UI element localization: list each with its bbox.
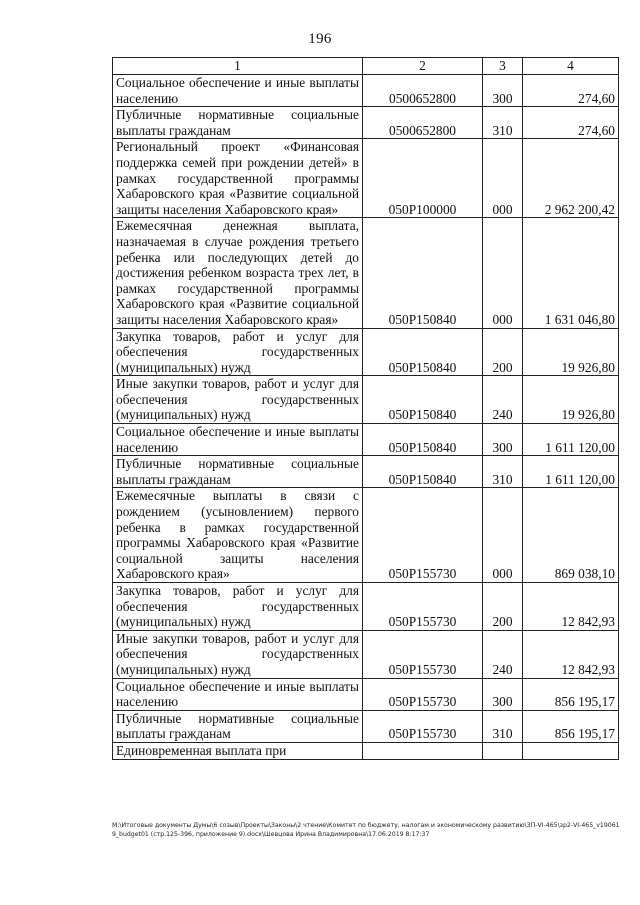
table-row <box>113 424 619 456</box>
row-name: Закупка товаров, работ и услуг для обеспечения государственных (муниципальных) нужд <box>113 328 363 376</box>
document-footer-path: M:\Итоговые документы Думы\6 созыв\Проекты\Законы\2 чтение\Комитет по бюджету, налогам и экономическому развитию\ЗП-VI-465\зр2-VI-465_v190619_budget01 (стр.125-396, приложение 9).docx\Шевцова Ирина Владимировна\17.06.2019 8:17:37 <box>112 822 620 838</box>
header-col-1: 1 <box>113 58 363 75</box>
row-type: 200 <box>483 328 523 376</box>
row-name: Публичные нормативные социальные выплаты гражданам <box>113 710 363 742</box>
row-amount: 2 962 200,42 <box>523 139 619 218</box>
row-name: Социальное обеспечение и иные выплаты населению <box>113 678 363 710</box>
row-name: Публичные нормативные социальные выплаты гражданам <box>113 107 363 139</box>
row-amount: 12 842,93 <box>523 583 619 631</box>
row-name: Социальное обеспечение и иные выплаты населению <box>113 424 363 456</box>
row-code: 050P150840 <box>363 218 483 328</box>
table-row <box>113 328 619 376</box>
row-code <box>363 742 483 759</box>
header-col-4: 4 <box>523 58 619 75</box>
row-code: 050P155730 <box>363 710 483 742</box>
row-name: Иные закупки товаров, работ и услуг для обеспечения государственных (муниципальных) нужд <box>113 630 363 678</box>
table-row <box>113 218 619 328</box>
table-row <box>113 456 619 488</box>
row-code: 050P155730 <box>363 583 483 631</box>
table-row <box>113 376 619 424</box>
row-amount: 1 611 120,00 <box>523 456 619 488</box>
row-name: Ежемесячные выплаты в связи с рождением (усыновлением) первого ребенка в рамках государственной программы Хабаровского края «Развитие социальной защиты населения Хабаровского края» <box>113 488 363 583</box>
row-name: Ежемесячная денежная выплата, назначаемая в случае рождения третьего ребенка или последующих детей до достижения ребенком возраста трех лет, в рамках государственной программы Хабаровского края «Развитие социальной защиты населения Хабаровского края» <box>113 218 363 328</box>
header-col-2: 2 <box>363 58 483 75</box>
row-amount: 19 926,80 <box>523 376 619 424</box>
row-code: 050P150840 <box>363 376 483 424</box>
table-row <box>113 710 619 742</box>
row-type: 300 <box>483 424 523 456</box>
row-type: 310 <box>483 107 523 139</box>
row-amount: 1 631 046,80 <box>523 218 619 328</box>
row-code: 0500652800 <box>363 75 483 107</box>
page-number: 196 <box>308 31 332 47</box>
row-amount <box>523 742 619 759</box>
row-type: 200 <box>483 583 523 631</box>
row-name: Социальное обеспечение и иные выплаты населению <box>113 75 363 107</box>
table-row <box>113 139 619 218</box>
table-row <box>113 742 619 759</box>
row-type: 310 <box>483 456 523 488</box>
row-type: 310 <box>483 710 523 742</box>
row-code: 050P150840 <box>363 328 483 376</box>
row-amount: 12 842,93 <box>523 630 619 678</box>
table-row <box>113 630 619 678</box>
table-row <box>113 488 619 583</box>
row-code: 050P150840 <box>363 424 483 456</box>
row-amount: 1 611 120,00 <box>523 424 619 456</box>
table-row <box>113 678 619 710</box>
row-type: 240 <box>483 376 523 424</box>
row-code: 050P155730 <box>363 678 483 710</box>
row-name: Иные закупки товаров, работ и услуг для обеспечения государственных (муниципальных) нужд <box>113 376 363 424</box>
row-name: Единовременная выплата при <box>113 742 363 759</box>
table-row <box>113 107 619 139</box>
row-code: 050P100000 <box>363 139 483 218</box>
row-amount: 869 038,10 <box>523 488 619 583</box>
row-type: 000 <box>483 218 523 328</box>
row-type: 000 <box>483 139 523 218</box>
table-row <box>113 583 619 631</box>
row-type: 300 <box>483 75 523 107</box>
header-col-3: 3 <box>483 58 523 75</box>
row-amount: 856 195,17 <box>523 678 619 710</box>
row-name: Закупка товаров, работ и услуг для обеспечения государственных (муниципальных) нужд <box>113 583 363 631</box>
row-type: 300 <box>483 678 523 710</box>
row-name: Региональный проект «Финансовая поддержка семей при рождении детей» в рамках государственной программы Хабаровского края «Развитие социальной защиты населения Хабаровского края» <box>113 139 363 218</box>
row-amount: 856 195,17 <box>523 710 619 742</box>
row-type <box>483 742 523 759</box>
table-header-row <box>113 58 619 75</box>
budget-table <box>112 57 619 760</box>
row-code: 050P150840 <box>363 456 483 488</box>
row-code: 050P155730 <box>363 488 483 583</box>
row-name: Публичные нормативные социальные выплаты гражданам <box>113 456 363 488</box>
row-code: 050P155730 <box>363 630 483 678</box>
row-type: 000 <box>483 488 523 583</box>
row-amount: 19 926,80 <box>523 328 619 376</box>
table-row <box>113 75 619 107</box>
row-code: 0500652800 <box>363 107 483 139</box>
row-amount: 274,60 <box>523 75 619 107</box>
row-amount: 274,60 <box>523 107 619 139</box>
row-type: 240 <box>483 630 523 678</box>
